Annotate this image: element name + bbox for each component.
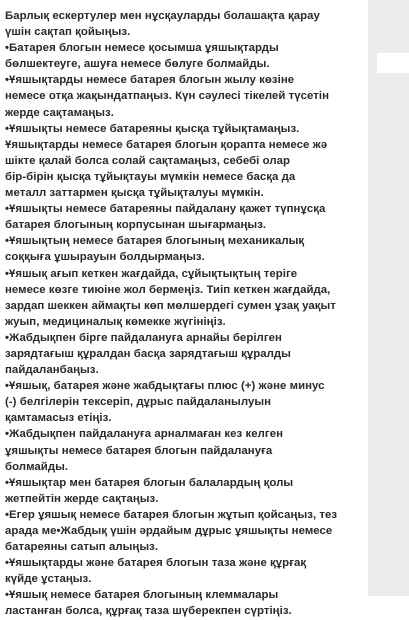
text-line: ластанған болса, құрғақ таза шүберекпен сүртіңіз. xyxy=(5,605,292,618)
text-line: Ұяшықтарды немесе батарея блогын қорапта немесе жә xyxy=(5,138,328,151)
text-line: немесе көзге тиюіне жол бермеңіз. Тиіп кеткен жағдайда, xyxy=(5,283,331,296)
text-line: •Жабдықпен пайдалануға арналмаған кез келген xyxy=(5,428,284,441)
text-line: соққыға ұшырауын болдырмаңыз. xyxy=(5,251,205,264)
text-line: •Ұяшық немесе батарея блогының клеммалары xyxy=(5,589,279,602)
text-line: жетпейтін жерде сақтаңыз. xyxy=(5,492,159,505)
text-line: жерде сақтамаңыз. xyxy=(5,106,114,119)
text-line: болмайды. xyxy=(5,460,69,473)
text-line: бөлшектеуге, ашуға немесе бөлуге болмайды. xyxy=(5,58,270,71)
text-line: ұяшықты немесе батарея блогын пайдалануға xyxy=(5,444,273,457)
text-line: •Ұяшықтың немесе батарея блогының механикалық xyxy=(5,235,305,248)
text-line: •Ұяшық, батарея және жабдықтағы плюс (+) және минус xyxy=(5,380,325,393)
text-line: зардап шеккен аймақты көп мөлшердегі сумен ұзақ уақыт xyxy=(5,299,336,312)
page-tab-marker xyxy=(377,53,409,73)
safety-instructions-text xyxy=(5,8,365,620)
text-line: батарея блогының корпусынан шығармаңыз. xyxy=(5,219,267,232)
text-line: шікте қалай болса солай сақтамаңыз, себебі олар xyxy=(5,154,291,167)
text-line: бір-бірін қысқа тұйықтауы мүмкін немесе басқа да xyxy=(5,170,296,183)
text-line: күйде ұстаңыз. xyxy=(5,573,92,586)
text-line: •Ұяшықтарды және батарея блогын таза және құрғақ xyxy=(5,557,307,570)
text-line: •Ұяшықтар мен батарея блогын балалардың қолы xyxy=(5,476,294,489)
text-line: металл заттармен қысқа тұйықталуы мүмкін. xyxy=(5,187,264,200)
text-line: арада ме•Жабдық үшін әрдайым дұрыс ұяшықты немесе xyxy=(5,525,333,537)
text-line: •Ұяшықты немесе батареяны қысқа тұйықтамаңыз. xyxy=(5,122,300,135)
text-line: қамтамасыз етіңіз. xyxy=(5,412,112,425)
text-line: үшін сақтап қойыңыз. xyxy=(5,26,131,39)
text-line: немесе отқа жақындатпаңыз. Күн сәулесі тікелей түсетін xyxy=(5,90,330,103)
text-line: батареяны сатып алыңыз. xyxy=(5,541,159,554)
text-line: •Егер ұяшық немесе батарея блогын жұтып қойсаңыз, тез xyxy=(5,508,338,521)
text-line: зарядтағыш құралдан басқа зарядтағыш құралды xyxy=(5,347,291,360)
text-line: •Батарея блогын немесе қосымша ұяшықтарды xyxy=(5,42,279,55)
text-line: (-) белгілерін тексеріп, дұрыс пайдаланылуын xyxy=(5,396,272,409)
text-line: •Ұяшық ағып кеткен жағдайда, сұйықтықтың теріге xyxy=(5,267,298,280)
text-line: •Ұяшықты немесе батареяны пайдалану қажет түпнұсқа xyxy=(5,203,326,216)
text-line: •Жабдықпен бірге пайдалануға арнайы берілген xyxy=(5,331,282,344)
text-line: Барлық ескертулер мен нұсқауларды болашақта қарау xyxy=(5,10,320,22)
text-line: жуып, медициналық көмекке жүгініңіз. xyxy=(5,315,226,328)
text-line: •Ұяшықтарды немесе батарея блогын жылу көзіне xyxy=(5,74,295,87)
text-line: пайдаланбаңыз. xyxy=(5,364,99,377)
side-margin-strip xyxy=(368,0,409,596)
